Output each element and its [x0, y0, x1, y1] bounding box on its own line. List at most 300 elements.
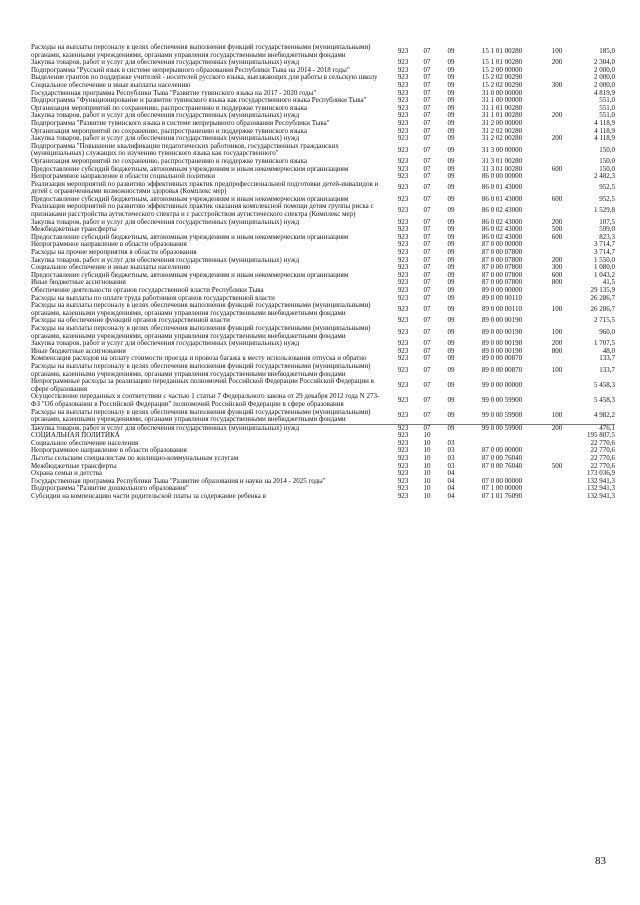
row-subsection-code: 09	[447, 156, 455, 165]
row-subsection-code: 04	[447, 492, 455, 501]
table-row	[31, 378, 615, 393]
row-ministry-code: 923	[397, 380, 409, 389]
row-ministry-code: 923	[397, 164, 409, 173]
row-subsection-code: 09	[447, 206, 455, 215]
row-expense-type	[541, 470, 573, 478]
row-expense-type: 100	[551, 365, 563, 374]
row-subsection-code: 09	[447, 396, 455, 405]
row-target-article: 99 0 00 59900	[481, 411, 523, 420]
row-description: Подпрограмма "Русский язык в системе непрерывного образования Республики Тыва на 2014 - 2018 годы"	[31, 65, 350, 74]
row-target-article: 07 0 00 00000	[481, 476, 523, 485]
row-subsection-code: 09	[447, 293, 455, 302]
row-expense-type	[541, 181, 573, 196]
row-subsection-code: 09	[447, 232, 455, 241]
row-section-code: 07	[423, 103, 431, 112]
row-expense-type: 600	[551, 194, 563, 203]
row-ministry-code: 923	[397, 46, 409, 55]
row-amount: 22 770,6	[590, 461, 615, 470]
row-target-article: 89 0 00 00190	[481, 327, 523, 336]
row-subsection-code: 09	[447, 346, 455, 355]
row-subsection-code: 09	[447, 255, 455, 264]
row-target-article: 87 0 00 76040	[481, 461, 523, 470]
row-expense-type	[541, 143, 573, 158]
row-amount: 48,0	[602, 346, 615, 355]
row-amount: 1 550,0	[594, 255, 615, 264]
row-section-code: 07	[423, 278, 431, 287]
row-target-article: 87 0 00 07800	[481, 270, 523, 279]
row-section-code: 07	[423, 293, 431, 302]
row-expense-type: 100	[551, 411, 563, 420]
row-description: Реализация мероприятий по развитию эффективных практик предпрофессиональной подготовки детей-инвалидов и детей с ограниченными возможностями здоровья (Комплекс мер)	[31, 179, 379, 196]
table-row	[31, 181, 615, 196]
row-description: Подпрограмма "Функционирование и развитие тувинского языка как государственного языка Республики Тыва"	[31, 96, 367, 105]
row-ministry-code: 923	[397, 492, 409, 501]
row-section-code: 10	[423, 438, 431, 447]
row-amount: 823,3	[599, 232, 615, 241]
row-expense-type: 100	[551, 327, 563, 336]
row-ministry-code: 923	[397, 293, 409, 302]
row-description: Социальное обеспечение и иные выплаты населению	[31, 263, 191, 272]
row-expense-type: 200	[541, 424, 573, 432]
row-target-article: 89 0 00 00190	[481, 316, 523, 325]
row-subsection-code: 09	[447, 263, 455, 272]
row-amount: 3 714,7	[594, 240, 615, 249]
row-amount: 1 707,5	[594, 339, 615, 348]
row-description: Непрограммное направление в области образования	[31, 240, 187, 249]
row-description: Организация мероприятий по сохранению, распространению и поддержке тувинского языка	[31, 103, 307, 112]
row-subsection-code: 09	[447, 286, 455, 294]
row-target-article: 07 1 01 76090	[481, 492, 523, 501]
row-section-code: 07	[423, 225, 431, 234]
row-ministry-code: 923	[397, 118, 409, 127]
table-row	[31, 203, 615, 218]
row-description: Осуществление переданных в соответствии с частью 1 статьи 7 Федерального закона от 29 декабря 2012 года N 273-ФЗ "Об образовании в Российской Федерации" полномочий Российской Федерации в сфере образования	[31, 392, 380, 408]
row-ministry-code: 923	[397, 126, 409, 135]
row-amount: 1 529,8	[594, 206, 615, 215]
table-row	[31, 44, 615, 59]
row-subsection-code: 04	[447, 484, 455, 493]
row-ministry-code: 923	[397, 354, 409, 363]
row-subsection-code: 09	[447, 183, 455, 192]
row-target-article: 31 2 02 00280	[481, 126, 523, 135]
row-ministry-code: 923	[397, 476, 409, 485]
row-subsection-code: 09	[447, 73, 455, 82]
row-section-code: 07	[423, 183, 431, 192]
row-expense-type	[541, 241, 573, 249]
row-expense-type: 600	[551, 232, 563, 241]
row-amount: 1 080,0	[594, 263, 615, 272]
row-target-article: 86 0 01 43000	[481, 183, 523, 192]
row-subsection-code: 03	[447, 438, 455, 447]
page-number: 83	[595, 855, 606, 867]
row-description: Расходы на выплаты персоналу в целях обеспечения выполнения функций государственными (муниципальными) органами, казенными учреждениями, органами управления государственными внебюджетными фондами	[31, 301, 371, 317]
row-target-article: 86 0 02 43000	[481, 225, 523, 234]
row-target-article: 99 0 00 59900	[463, 424, 541, 432]
row-expense-type: 200	[551, 217, 563, 226]
row-description: СОЦИАЛЬНАЯ ПОЛИТИКА	[31, 431, 120, 440]
row-section-code: 07	[423, 118, 431, 127]
row-target-article: 89 0 00 00190	[481, 346, 523, 355]
row-description: Субсидии на компенсацию части родительской платы за содержание ребенка в	[31, 492, 266, 501]
row-ministry-code: 923	[397, 65, 409, 74]
row-subsection-code: 09	[447, 126, 455, 135]
row-ministry-code: 923	[397, 270, 409, 279]
row-subsection-code: 03	[447, 454, 455, 463]
row-expense-type	[541, 432, 573, 440]
row-target-article: 87 0 00 07800	[481, 263, 523, 272]
row-section-code: 07	[423, 286, 431, 294]
row-expense-type	[541, 120, 573, 128]
row-amount: 2 482,3	[594, 172, 615, 181]
row-section-code: 07	[423, 255, 431, 264]
row-subsection-code: 03	[447, 446, 455, 455]
table-row	[31, 302, 615, 317]
row-target-article: 15 2 02 00290	[481, 80, 523, 89]
row-amount: 5 458,3	[594, 396, 615, 405]
row-ministry-code: 923	[397, 255, 409, 264]
row-amount: 952,5	[599, 194, 615, 203]
row-section-code: 07	[423, 156, 431, 165]
row-target-article: 87 0 00 76040	[481, 454, 523, 463]
row-subsection-code: 09	[447, 278, 455, 287]
row-target-article: 87 0 00 00000	[481, 446, 523, 455]
row-expense-type	[541, 355, 573, 363]
row-ministry-code: 923	[397, 248, 409, 257]
row-amount: 132 941,3	[587, 484, 615, 493]
row-ministry-code: 923	[397, 206, 409, 215]
row-amount: 599,0	[599, 225, 615, 234]
row-amount: 132 941,3	[587, 476, 615, 485]
table-row	[31, 363, 615, 378]
row-target-article: 87 0 00 00000	[481, 240, 523, 249]
row-target-article: 15 2 00 00000	[481, 65, 523, 74]
row-description: Расходы на обеспечение функций органов государственной власти	[31, 316, 230, 325]
row-ministry-code: 923	[397, 316, 409, 325]
row-section-code: 07	[423, 164, 431, 173]
row-section-code: 07	[423, 232, 431, 241]
row-description: Закупка товаров, работ и услуг для обеспечения государственных (муниципальных) нужд	[31, 255, 300, 264]
row-description: Охрана семьи и детства	[31, 469, 102, 478]
row-expense-type: 500	[551, 461, 563, 470]
row-subsection-code: 03	[447, 461, 455, 470]
row-expense-type	[541, 440, 573, 448]
row-subsection-code: 09	[447, 316, 455, 325]
row-target-article: 89 0 00 00870	[481, 365, 523, 374]
row-target-article: 86 0 02 43000	[481, 217, 523, 226]
table-row	[31, 493, 615, 501]
row-amount: 173 036,9	[587, 469, 615, 478]
row-target-article: 87 0 00 07800	[481, 255, 523, 264]
row-subsection-code: 09	[447, 380, 455, 389]
row-expense-type: 500	[551, 225, 563, 234]
row-ministry-code: 923	[397, 111, 409, 120]
row-ministry-code: 923	[397, 484, 409, 493]
row-description: Закупка товаров, работ и услуг для обеспечения государственных (муниципальных) нужд	[31, 217, 300, 226]
row-target-article: 31 3 00 00000	[481, 145, 523, 154]
row-expense-type: 100	[551, 46, 563, 55]
row-amount: 26 286,7	[590, 293, 615, 302]
row-subsection-code: 09	[447, 80, 455, 89]
row-ministry-code: 923	[397, 134, 409, 143]
row-description: Непрограммное направление в области социальной политики	[31, 172, 215, 181]
row-subsection-code: 09	[447, 194, 455, 203]
row-amount: 29 135,9	[590, 286, 615, 294]
row-ministry-code: 923	[397, 73, 409, 82]
row-expense-type: 200	[551, 339, 563, 348]
row-amount: 22 770,6	[590, 438, 615, 447]
row-ministry-code: 923	[397, 365, 409, 374]
row-ministry-code: 923	[397, 58, 409, 67]
row-section-code: 07	[423, 73, 431, 82]
row-amount: 476,1	[573, 424, 615, 432]
row-target-article: 15 2 02 00290	[481, 73, 523, 82]
row-description: Закупка товаров, работ и услуг для обеспечения государственных (муниципальных) нужд	[31, 339, 300, 348]
row-amount: 41,5	[602, 278, 615, 287]
row-description: Расходы на выплаты по оплате труда работников органов государственной власти	[31, 293, 275, 302]
budget-table-body	[31, 44, 615, 501]
row-amount: 551,0	[599, 96, 615, 105]
row-section-code: 07	[423, 217, 431, 226]
row-subsection-code: 09	[447, 217, 455, 226]
row-section-code: 07	[423, 206, 431, 215]
row-expense-type: 800	[551, 278, 563, 287]
row-description: Расходы на выплаты персоналу в целях обеспечения выполнения функций государственными (муниципальными) органами, казенными учреждениями, органами управления государственными внебюджетными фондами	[31, 361, 371, 378]
row-amount: 4 982,2	[594, 411, 615, 420]
row-section-code: 07	[423, 248, 431, 257]
row-ministry-code: 923	[397, 96, 409, 105]
row-section-code: 07	[423, 88, 431, 97]
table-row	[31, 143, 615, 158]
row-subsection-code: 09	[447, 327, 455, 336]
row-amount: 4 819,9	[594, 88, 615, 97]
row-target-article: 87 0 00 07800	[481, 248, 523, 257]
row-expense-type	[541, 287, 573, 295]
row-subsection-code: 09	[447, 145, 455, 154]
row-ministry-code: 923	[397, 232, 409, 241]
row-ministry-code: 923	[397, 278, 409, 287]
row-target-article: 89 0 00 00110	[482, 293, 522, 302]
row-amount: 133,7	[599, 365, 615, 374]
row-expense-type	[541, 317, 573, 325]
row-subsection-code: 09	[439, 424, 463, 432]
row-subsection-code: 09	[447, 354, 455, 363]
row-expense-type	[541, 90, 573, 98]
row-amount: 2 715,5	[594, 316, 615, 325]
row-target-article: 31 3 01 00280	[481, 156, 523, 165]
row-target-article: 15 1 01 00280	[481, 46, 523, 55]
row-target-article: 89 0 00 00190	[481, 339, 523, 348]
row-amount: 195 807,5	[587, 431, 615, 440]
row-subsection-code: 09	[447, 270, 455, 279]
row-target-article: 99 0 00 59900	[481, 396, 523, 405]
row-ministry-code: 923	[397, 469, 409, 478]
row-description: Предоставление субсидий бюджетным, автономным учреждениям и иным некоммерческим организациям	[31, 270, 349, 279]
row-section-code: 07	[423, 380, 431, 389]
row-description: Подпрограмма "Повышение квалификации педагогических работников, государственных гражданских (муниципальных) служащих по изучению тувинского языка как государственного"	[31, 141, 339, 158]
row-target-article: 89 0 00 00870	[481, 354, 523, 363]
row-amount: 2 000,0	[594, 80, 615, 89]
row-subsection-code: 09	[447, 225, 455, 234]
row-description: Предоставление субсидий бюджетным, автономным учреждениям и иным некоммерческим организациям	[31, 164, 349, 173]
row-description: Государственная программа Республики Тыва "Развитие тувинского языка на 2017 - 2020 годы"	[31, 88, 317, 97]
row-section-code: 07	[423, 263, 431, 272]
row-description: Организация мероприятий по сохранению, распространению и поддержке тувинского языка	[31, 126, 307, 135]
row-section-code: 10	[423, 431, 431, 440]
row-description: Предоставление субсидий бюджетным, автономным учреждениям и иным некоммерческим организациям	[31, 194, 349, 203]
row-description: Организация мероприятий по сохранению, распространению и поддержке тувинского языка	[31, 156, 307, 165]
row-subsection-code: 09	[447, 134, 455, 143]
row-subsection-code: 09	[447, 365, 455, 374]
row-section-code: 07	[423, 240, 431, 249]
row-subsection-code: 09	[447, 96, 455, 105]
row-expense-type	[541, 67, 573, 75]
row-subsection-code: 09	[447, 248, 455, 257]
budget-table	[31, 44, 615, 501]
row-expense-type	[541, 97, 573, 105]
row-subsection-code: 04	[447, 469, 455, 478]
row-target-article: 89 0 00 00110	[482, 304, 522, 313]
row-amount: 185,0	[599, 46, 615, 55]
row-amount: 26 286,7	[590, 304, 615, 313]
row-ministry-code: 923	[397, 411, 409, 420]
row-ministry-code: 923	[397, 346, 409, 355]
row-target-article: 99 0 00 00000	[481, 380, 523, 389]
row-section-code: 07	[423, 346, 431, 355]
row-section-code: 10	[423, 461, 431, 470]
row-description: Межбюджетные трансферты	[31, 461, 117, 470]
row-ministry-code: 923	[397, 304, 409, 313]
row-section-code: 07	[415, 424, 439, 432]
row-expense-type: 100	[551, 304, 563, 313]
row-expense-type: 300	[551, 263, 563, 272]
row-ministry-code: 923	[391, 424, 415, 432]
row-amount: 551,0	[599, 111, 615, 120]
row-description: Реализация мероприятий по развитию эффективных практик оказания комплексной помощи детям группы риска с признаками расстройства аутистического спектра и с расстройством аутистического спектра (Комплекс мер)	[31, 202, 374, 219]
row-description: Межбюджетные трансферты	[31, 225, 117, 234]
row-target-article: 31 2 00 00000	[481, 118, 523, 127]
row-section-code: 07	[423, 111, 431, 120]
row-amount: 551,0	[599, 103, 615, 112]
row-target-article: 86 0 00 00000	[481, 172, 523, 181]
row-subsection-code: 09	[447, 118, 455, 127]
row-section-code: 07	[423, 65, 431, 74]
row-description: Расходы на выплаты персоналу в целях обеспечения выполнения функций государственными (муниципальными) органами, казенными учреждениями, органами управления государственными внебюджетными фондами	[31, 323, 371, 340]
row-ministry-code: 923	[397, 240, 409, 249]
row-expense-type	[541, 478, 573, 486]
row-amount: 952,5	[599, 183, 615, 192]
row-ministry-code: 923	[397, 454, 409, 463]
row-target-article	[463, 432, 541, 440]
row-target-article: 31 0 00 00000	[481, 88, 523, 97]
row-subsection-code: 09	[447, 339, 455, 348]
row-ministry-code: 923	[397, 145, 409, 154]
row-description: Иные бюджетные ассигнования	[31, 278, 126, 287]
row-section-code: 07	[423, 96, 431, 105]
row-description: Льготы сельским специалистам по жилищно-коммунальным услугам	[31, 454, 239, 463]
row-description: Расходы на прочие мероприятия в области образования	[31, 248, 197, 257]
row-section-code: 07	[423, 316, 431, 325]
row-section-code: 07	[423, 411, 431, 420]
row-subsection-code: 09	[447, 240, 455, 249]
table-row	[31, 463, 615, 471]
row-ministry-code: 923	[397, 286, 409, 294]
row-expense-type	[541, 485, 573, 493]
row-expense-type	[541, 493, 573, 501]
row-target-article: 31 2 02 00280	[481, 134, 523, 143]
row-section-code: 07	[423, 304, 431, 313]
row-target-article: 31 3 01 00280	[481, 164, 523, 173]
table-row	[31, 219, 615, 227]
row-description: Непрограммные расходы за реализацию переданных полномочий Российской Федерации Российской Федерации в сфере образования	[31, 377, 374, 393]
row-description: Расходы на выплаты персоналу в целях обеспечения выполнения функций государственными (муниципальными) органами, казенными учреждениями, органами управления государственными внебюджетными фондами	[31, 43, 371, 59]
row-subsection-code: 09	[447, 304, 455, 313]
row-amount: 1 043,2	[594, 270, 615, 279]
row-ministry-code: 923	[397, 396, 409, 405]
row-expense-type: 600	[551, 270, 563, 279]
row-ministry-code: 923	[397, 156, 409, 165]
row-description: Компенсация расходов на оплату стоимости проезда и провоза багажа к месту использования отпуска и обратно	[31, 354, 367, 363]
row-ministry-code: 923	[397, 446, 409, 455]
row-section-code: 07	[423, 58, 431, 67]
row-target-article: 89 0 00 00000	[481, 286, 523, 294]
row-amount: 4 118,9	[594, 118, 615, 127]
row-ministry-code: 923	[397, 103, 409, 112]
row-amount: 5 458,3	[594, 380, 615, 389]
row-section-code: 07	[423, 46, 431, 55]
row-subsection-code: 09	[447, 88, 455, 97]
row-section-code: 07	[423, 80, 431, 89]
row-section-code: 07	[423, 126, 431, 135]
row-amount: 107,5	[599, 217, 615, 226]
row-amount: 150,0	[599, 145, 615, 154]
row-ministry-code: 923	[397, 461, 409, 470]
row-target-article: 86 0 01 43000	[481, 194, 523, 203]
row-target-article: 31 1 01 00280	[481, 103, 523, 112]
row-section-code: 07	[423, 134, 431, 143]
row-expense-type: 300	[551, 80, 563, 89]
row-target-article: 87 0 00 07800	[481, 278, 523, 287]
row-description: Подпрограмма "Развитие тувинского языка в системе непрерывного образования Республики Тыва"	[31, 118, 330, 127]
row-section-code: 10	[423, 446, 431, 455]
row-section-code: 07	[423, 365, 431, 374]
row-subsection-code: 09	[447, 111, 455, 120]
row-ministry-code: 923	[397, 225, 409, 234]
row-ministry-code: 923	[397, 431, 409, 440]
row-amount: 2 000,0	[594, 65, 615, 74]
table-row	[31, 409, 615, 425]
row-description: Закупка товаров, работ и услуг для обеспечения государственных (муниципальных) нужд	[31, 134, 300, 143]
row-description: Социальное обеспечение населения	[31, 438, 139, 447]
row-subsection-code: 09	[447, 46, 455, 55]
row-description: Государственная программа Республики Тыва "Развитие образования и науки на 2014 - 2025 годы"	[31, 476, 326, 485]
row-ministry-code: 923	[397, 80, 409, 89]
row-ministry-code: 923	[397, 339, 409, 348]
row-amount: 4 118,9	[594, 134, 615, 143]
row-section-code: 07	[423, 145, 431, 154]
row-section-code: 10	[423, 476, 431, 485]
row-amount: 2 304,0	[594, 58, 615, 67]
table-row	[31, 455, 615, 463]
row-section-code: 07	[423, 270, 431, 279]
row-amount: 150,0	[599, 164, 615, 173]
row-subsection-code: 09	[447, 172, 455, 181]
row-section-code: 07	[423, 354, 431, 363]
row-expense-type	[541, 447, 573, 455]
row-ministry-code: 923	[397, 217, 409, 226]
table-row	[31, 393, 615, 408]
row-subsection-code: 09	[447, 164, 455, 173]
row-description: Предоставление субсидий бюджетным, автономным учреждениям и иным некоммерческим организациям	[31, 232, 349, 241]
